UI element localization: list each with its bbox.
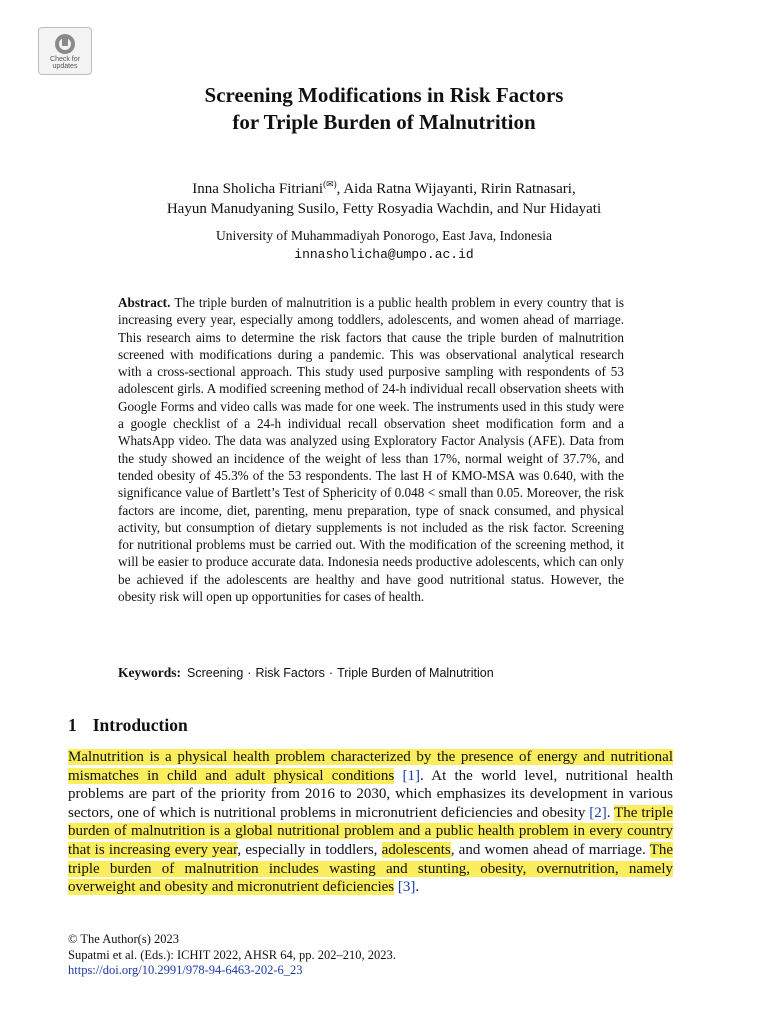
authors-rest: , Aida Ratna Wijayanti, Ririn Ratnasari,	[336, 181, 576, 197]
check-for-updates-badge[interactable]	[38, 27, 92, 75]
section-number: 1	[68, 715, 77, 735]
corresponding-author: Inna Sholicha Fitriani	[192, 181, 324, 197]
envelope-icon: (✉)	[323, 179, 337, 189]
doi-link[interactable]: https://doi.org/10.2991/978-94-6463-202-6_23	[68, 963, 303, 977]
keyword-separator: ·	[247, 666, 252, 680]
badge-text-line1: Check for	[50, 56, 80, 63]
badge-text-line2: updates	[52, 63, 78, 70]
copyright-notice: © The Author(s) 2023	[68, 932, 179, 946]
keyword-item: Triple Burden of Malnutrition	[337, 666, 494, 680]
check-updates-icon	[53, 32, 77, 56]
body-text: .	[606, 804, 615, 821]
highlighted-text: The triple burden of malnutrition is a global nutritional problem and a public health problem in every country that is increasing every year	[68, 804, 673, 858]
author-list	[0, 174, 768, 219]
highlighted-text: adolescents	[381, 841, 451, 858]
body-text: .	[415, 879, 420, 896]
citation-link[interactable]: [3]	[397, 879, 416, 896]
email-link[interactable]: innasholicha@umpo.ac.id	[294, 247, 474, 262]
citation-info: Supatmi et al. (Eds.): ICHIT 2022, AHSR 64, pp. 202–210, 2023.	[68, 947, 396, 962]
abstract-text: The triple burden of malnutrition is a public health problem in every country that is increasing every year, especially among toddlers, adolescents, and women ahead of marriage. This research aims to determine the risk factors that cause the triple burden of malnutrition screened with modifications during a pandemic. This was observational analytical research with a cross-sectional approach. This study used purposive sampling with respondents of 53 adolescent girls. A modified screening method of 24-h individual recall observation sheets with Google Forms and video calls was made for one week. The instruments used in this study were a google checklist of a 24-h individual recall observation sheet modification form and a WhatsApp video. The data was analyzed using Exploratory Factor Analysis (AFE). Data from the study showed an incidence of the weight of less than 17%, normal weight of 37.7%, and tended obesity of 45.3% of the 53 respondents. The last H of KMO-MSA was 0.640, with the significance value of Bartlett’s Test of Sphericity of 0.048 < small than 0.05. Moreover, the risk factors are income, diet, parenting, menu preparation, type of snack consumed, and physical activity, but consumption of dietary supplements is not included as the risk factor. Screening for nutritional problems must be carried out. With the modification of the screening method, it will be easier to produce accurate data. Indonesia needs productive adolescents, which can only be achieved if the adolescents are healthy and have good nutritional status. However, the obesity risk will open up opportunities for cases of health.	[118, 295, 624, 605]
authors-line2: Hayun Manudyaning Susilo, Fetty Rosyadia Wachdin, and Nur Hidayati	[166, 201, 602, 217]
body-text: , especially in toddlers,	[237, 841, 382, 858]
citation-link[interactable]: [1]	[402, 767, 421, 784]
highlighted-text: The triple burden of malnutrition includes wasting and stunting, obesity, overnutrition, namely overweight and obesity and micronutrient deficiencies	[68, 841, 673, 896]
paper-title	[0, 82, 768, 136]
title-line1: Screening Modifications in Risk Factors	[204, 83, 564, 107]
affiliation: University of Muhammadiyah Ponorogo, East Java, Indonesia	[216, 228, 552, 243]
authors-line1	[0, 174, 768, 199]
section-title: Introduction	[92, 715, 188, 735]
body-text: . At the world level, nutritional health problems are part of the priority from 2016 to 2030, which emphasizes its development in various sectors, one of which is nutritional problems in micronutrient deficiencies and obesity	[68, 767, 673, 821]
keywords	[118, 664, 624, 682]
abstract	[118, 294, 624, 605]
keyword-item: Risk Factors	[255, 666, 325, 680]
introduction-paragraph	[68, 748, 673, 897]
highlighted-text: Malnutrition is a physical health problem characterized by the presence of energy and nutritional mismatches in child and adult physical conditions	[68, 749, 673, 784]
title-line2: for Triple Burden of Malnutrition	[232, 110, 536, 134]
keyword-item: Screening	[187, 666, 244, 680]
keyword-separator: ·	[328, 666, 334, 680]
keywords-label: Keywords:	[118, 665, 181, 680]
abstract-label: Abstract.	[118, 295, 171, 310]
section-heading	[68, 715, 188, 736]
citation-link[interactable]: [2]	[589, 804, 607, 821]
footer	[68, 932, 688, 979]
body-text: , and women ahead of marriage.	[450, 841, 650, 858]
